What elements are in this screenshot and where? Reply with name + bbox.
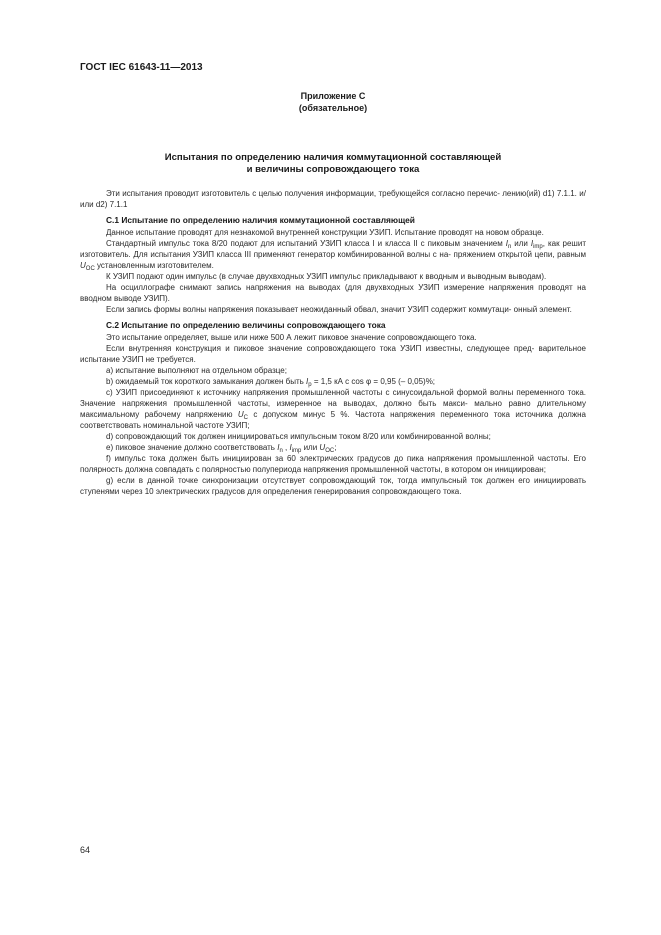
c2-c-text-b: с допуском минус 5 %. Частота напряжения переменного тока источника должна соответствовать номинальной частоте УЗИП; xyxy=(80,410,586,430)
section-title-line-1: Испытания по определению наличия коммутационной составляющей xyxy=(164,152,502,163)
c2-item-d: d) сопровождающий ток должен инициироваться импульсным током 8/20 или комбинированной волны; xyxy=(106,432,491,441)
c1-paragraph-3: К УЗИП подают один импульс (в случае двухвходных УЗИП импульс прикладывают к вводным и выводным выводам). xyxy=(106,272,547,281)
c1-paragraph-1: Данное испытание проводят для незнакомой внутренней конструкции УЗИП. Испытание проводят на новом образце. xyxy=(106,228,544,237)
c1-p2-text-d: установленным изготовителем. xyxy=(94,261,214,270)
c2-paragraph-2: Если внутренняя конструкция и пиковое значение сопровождающего тока УЗИП известны, следующее пред- варительное испытание УЗИП не требуется. xyxy=(80,344,586,364)
c1-p2-text-a: Стандартный импульс тока 8/20 подают для испытаний УЗИП класса I и класса II с пиковым значением xyxy=(106,239,506,248)
symbol-i: I xyxy=(505,239,508,248)
document-body xyxy=(80,188,586,497)
annex-status: (обязательное) xyxy=(298,103,368,113)
c1-paragraph-5: Если запись формы волны напряжения показывает неожиданный обвал, значит УЗИП содержит коммутаци- онный элемент. xyxy=(106,305,572,314)
symbol-u: U xyxy=(319,443,326,452)
intro-paragraph: Эти испытания проводит изготовитель с целью получения информации, требующейся согласно перечис- лению(ий) d1) 7.1.1. и/или d2) 7.1.1 xyxy=(80,189,586,209)
c2-item-e xyxy=(80,442,586,453)
c2-paragraph-1: Это испытание определяет, выше или ниже 500 А лежит пиковое значение сопровождающего тока. xyxy=(106,333,477,342)
subscript-imp: imp xyxy=(533,244,543,250)
symbol-i: I xyxy=(289,443,292,452)
subscript-n: n xyxy=(507,244,512,250)
c1-p2-text-b: или xyxy=(511,239,531,248)
c2-e-end: ; xyxy=(334,443,337,452)
subscript-oc: OC xyxy=(85,266,95,272)
symbol-i: I xyxy=(306,377,309,386)
c2-b-text-a: b) ожидаемый ток короткого замыкания должен быть xyxy=(106,377,307,386)
subscript-imp: imp xyxy=(291,448,302,454)
subscript-n: n xyxy=(279,448,283,454)
c2-c-text-a: c) УЗИП присоединяют к источнику напряжения промышленной частоты с синусоидальной формой волны переменного тока. Значение напряжения промышленной частоты, измеренное на выводах, должно быть макси- мально равно длительному максимальному рабочему напряжению xyxy=(80,388,586,419)
symbol-i: I xyxy=(277,443,280,452)
annex-title: Приложение С xyxy=(300,91,366,101)
c2-heading: С.2 Испытание по определению величины сопровождающего тока xyxy=(106,320,386,330)
standard-header: ГОСТ IEC 61643-11—2013 xyxy=(80,62,203,73)
c2-e-text-a: e) пиковое значение должно соответствовать xyxy=(106,443,278,452)
c2-item-a: a) испытание выполняют на отдельном образце; xyxy=(106,366,287,375)
c1-heading: С.1 Испытание по определению наличия коммутационной составляющей xyxy=(106,215,415,225)
subscript-c: C xyxy=(243,415,248,421)
c2-b-text-b: = 1,5 кА с cos φ = 0,95 (– 0,05)%; xyxy=(311,377,436,386)
symbol-i: I xyxy=(530,239,534,248)
c2-e-separator: , xyxy=(282,443,290,452)
c2-item-c xyxy=(80,387,586,431)
c2-item-b xyxy=(80,376,586,387)
subscript-p: p xyxy=(308,382,312,388)
symbol-u: U xyxy=(237,410,244,419)
subscript-oc: OC xyxy=(325,448,335,454)
c2-e-or: или xyxy=(301,443,320,452)
c1-paragraph-4: На осциллографе снимают запись напряжения на выводах (для двухвходных УЗИП измерение напряжения проводят на вводном выводе УЗИП). xyxy=(80,283,586,303)
symbol-u: U xyxy=(80,261,86,270)
section-title-line-2: и величины сопровождающего тока xyxy=(246,164,420,175)
c1-p2-text-c: , как решит изготовитель. Для испытания УЗИП класса III применяют генератор комбинированной волны с на- пряжением открытой цепи, равным xyxy=(80,239,586,259)
section-title xyxy=(80,152,586,176)
c1-paragraph-2 xyxy=(80,238,586,271)
page-number: 64 xyxy=(80,845,91,855)
c2-item-g: g) если в данной точке синхронизации отсутствует сопровождающий ток, тогда импульсный ток должен его инициировать ступенями через 10 электрических градусов для определения генерирования сопровождающего тока. xyxy=(80,476,586,496)
c2-item-f: f) импульс тока должен быть инициирован за 60 электрических градусов до пика напряжения промышленной частоты. Его полярность должна совпадать с полярностью полупериода напряжения промышленной частоты, в котором он инициирован; xyxy=(80,454,586,474)
